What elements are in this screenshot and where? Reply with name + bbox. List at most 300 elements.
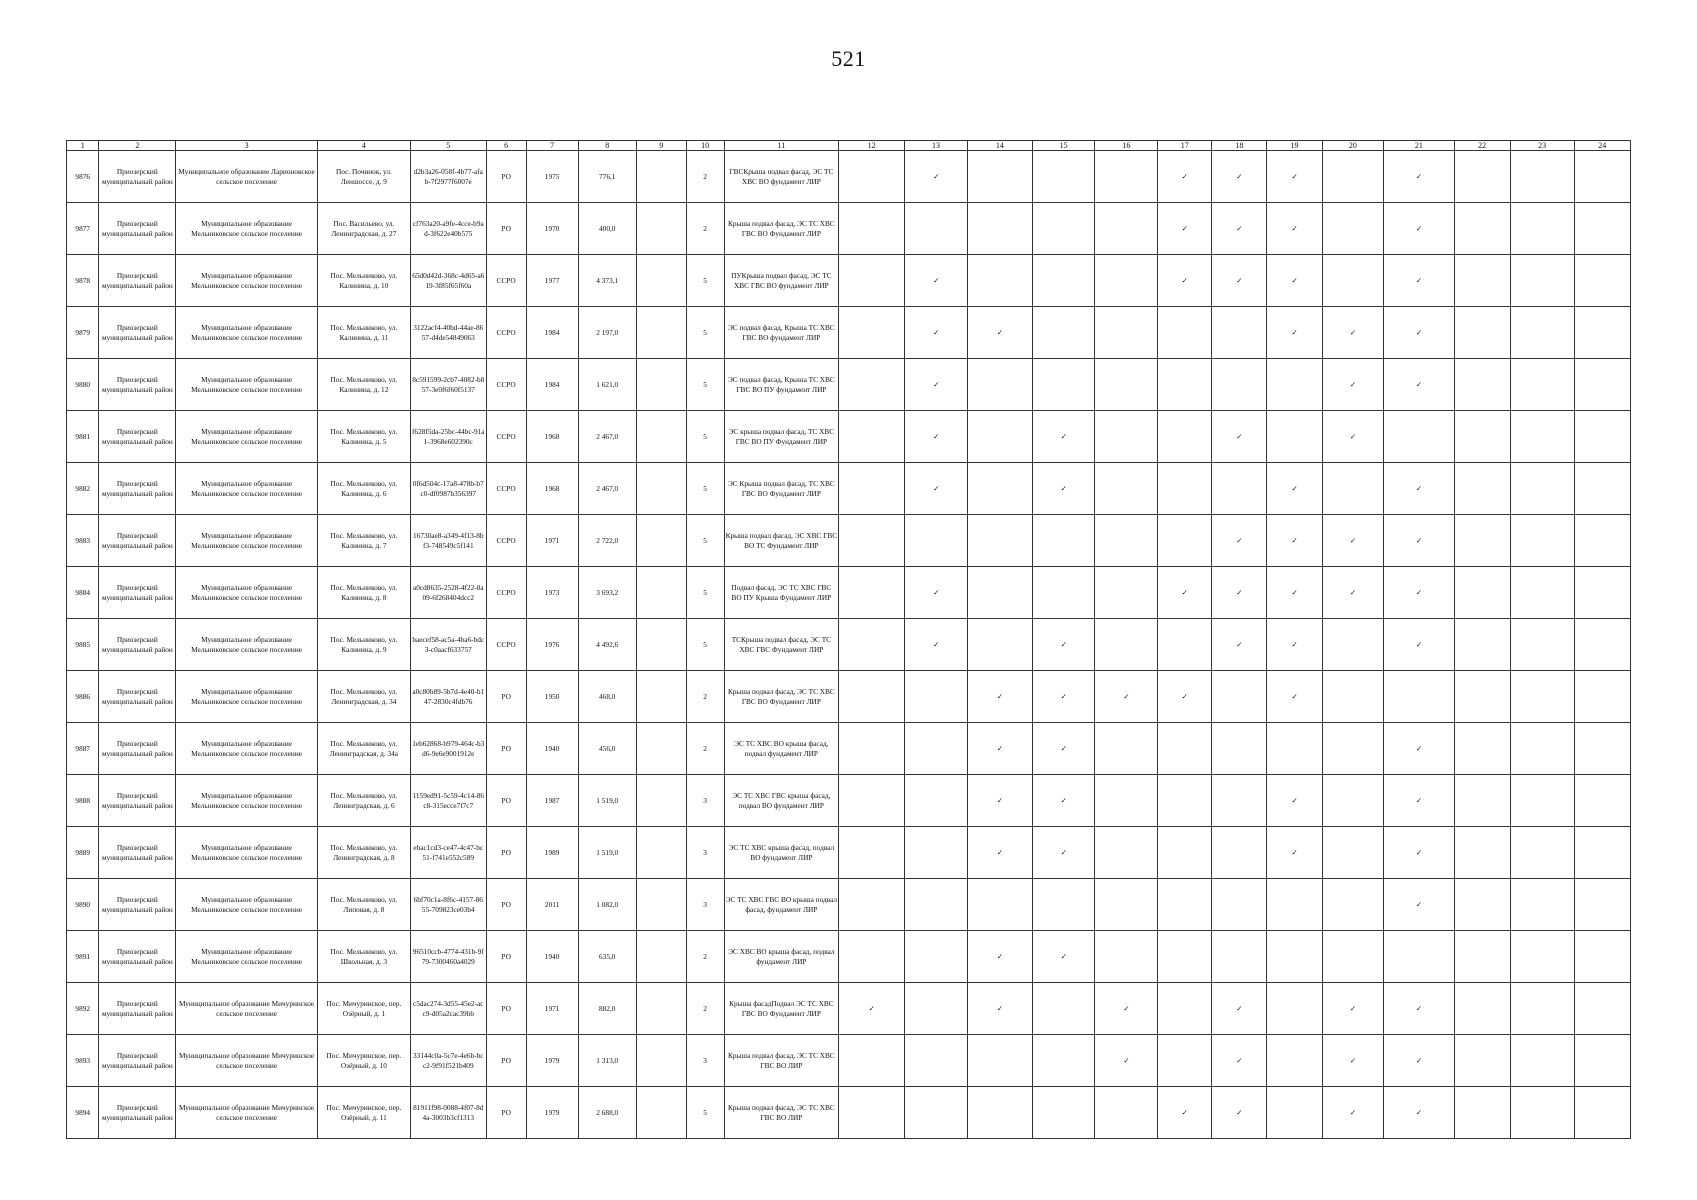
empty-cell — [1454, 619, 1510, 671]
check-mark-icon: ✓ — [1267, 255, 1322, 307]
address-cell: Пос. Мичуринское, пер. Озёрный, д. 10 — [317, 1035, 410, 1087]
empty-cell — [1574, 983, 1630, 1035]
check-mark-icon: ✓ — [967, 775, 1032, 827]
check-mark-icon: ✓ — [1384, 775, 1454, 827]
row-id-cell: 9878 — [67, 255, 99, 307]
empty-cell — [1158, 515, 1212, 567]
column-10-cell: 5 — [686, 1087, 724, 1139]
empty-cell — [1574, 1087, 1630, 1139]
column-10-cell: 5 — [686, 307, 724, 359]
district-cell: Приозерский муниципальный район — [99, 1087, 176, 1139]
area-cell: 1 519,0 — [578, 827, 636, 879]
empty-cell — [1095, 255, 1158, 307]
empty-cell — [839, 151, 905, 203]
build-year-cell: 1940 — [526, 931, 578, 983]
empty-cell — [1454, 775, 1510, 827]
check-mark-icon: ✓ — [1384, 359, 1454, 411]
check-mark-icon: ✓ — [905, 567, 968, 619]
empty-cell — [1032, 359, 1095, 411]
district-cell: Приозерский муниципальный район — [99, 567, 176, 619]
address-cell: Пос. Мельниково, ул. Калинина, д. 8 — [317, 567, 410, 619]
building-uuid-cell: 81911f98-0088-4f07-8d4a-3003b3cf1313 — [410, 1087, 486, 1139]
works-list-cell: ЭС ХВС ВО крыша фасад, подвал фундамент ЛИР — [724, 931, 839, 983]
empty-cell — [839, 1035, 905, 1087]
column-header-3: 3 — [176, 141, 318, 151]
municipality-cell: Муниципальное образование Мичуринское сельское поселение — [176, 1087, 318, 1139]
empty-cell — [1322, 723, 1384, 775]
district-cell: Приозерский муниципальный район — [99, 307, 176, 359]
check-mark-icon: ✓ — [1322, 359, 1384, 411]
column-10-cell: 5 — [686, 463, 724, 515]
check-mark-icon: ✓ — [1322, 411, 1384, 463]
column-10-cell: 5 — [686, 359, 724, 411]
column-9-cell — [636, 567, 686, 619]
column-header-24: 24 — [1574, 141, 1630, 151]
capital-repair-register-table — [66, 140, 1631, 1139]
empty-cell — [1032, 1087, 1095, 1139]
empty-cell — [1322, 775, 1384, 827]
row-id-cell: 9892 — [67, 983, 99, 1035]
empty-cell — [1032, 567, 1095, 619]
check-mark-icon: ✓ — [967, 671, 1032, 723]
empty-cell — [967, 879, 1032, 931]
empty-cell — [967, 463, 1032, 515]
address-cell: Пос. Починок, ул. Леншоссе, д. 9 — [317, 151, 410, 203]
column-header-5: 5 — [410, 141, 486, 151]
empty-cell — [1510, 255, 1574, 307]
empty-cell — [1212, 463, 1267, 515]
empty-cell — [1510, 151, 1574, 203]
empty-cell — [1574, 619, 1630, 671]
area-cell: 2 722,0 — [578, 515, 636, 567]
check-mark-icon: ✓ — [967, 827, 1032, 879]
column-header-10: 10 — [686, 141, 724, 151]
fund-form-cell: ССРО — [486, 619, 526, 671]
empty-cell — [1322, 931, 1384, 983]
building-uuid-cell: 16730ae8-a349-4f13-8bf3-748549c5f141 — [410, 515, 486, 567]
build-year-cell: 1977 — [526, 255, 578, 307]
column-9-cell — [636, 411, 686, 463]
area-cell: 1 082,0 — [578, 879, 636, 931]
empty-cell — [905, 879, 968, 931]
address-cell: Пос. Мельниково, ул. Калинина, д. 11 — [317, 307, 410, 359]
empty-cell — [1454, 827, 1510, 879]
empty-cell — [1212, 775, 1267, 827]
build-year-cell: 1968 — [526, 463, 578, 515]
empty-cell — [1510, 1035, 1574, 1087]
building-uuid-cell: 8c591599-2cb7-4082-b857-3e0f6f60f5137 — [410, 359, 486, 411]
empty-cell — [1574, 463, 1630, 515]
column-header-19: 19 — [1267, 141, 1322, 151]
check-mark-icon: ✓ — [1095, 1035, 1158, 1087]
table-row — [67, 1087, 1631, 1139]
check-mark-icon: ✓ — [905, 619, 968, 671]
address-cell: Пос. Мельниково, ул. Калинина, д. 7 — [317, 515, 410, 567]
build-year-cell: 1940 — [526, 723, 578, 775]
empty-cell — [967, 151, 1032, 203]
works-list-cell: ЭС ТС ХВС ГВС крыша фасад, подвал ВО фундамент ЛИР — [724, 775, 839, 827]
empty-cell — [1574, 359, 1630, 411]
municipality-cell: Муниципальное образование Мельниковское сельское поселение — [176, 619, 318, 671]
district-cell: Приозерский муниципальный район — [99, 255, 176, 307]
empty-cell — [1212, 827, 1267, 879]
table-row — [67, 359, 1631, 411]
row-id-cell: 9887 — [67, 723, 99, 775]
check-mark-icon: ✓ — [1384, 151, 1454, 203]
empty-cell — [1095, 411, 1158, 463]
column-9-cell — [636, 879, 686, 931]
area-cell: 1 621,0 — [578, 359, 636, 411]
check-mark-icon: ✓ — [1267, 515, 1322, 567]
empty-cell — [1158, 931, 1212, 983]
empty-cell — [1454, 203, 1510, 255]
check-mark-icon: ✓ — [1322, 1035, 1384, 1087]
empty-cell — [1384, 411, 1454, 463]
column-header-17: 17 — [1158, 141, 1212, 151]
fund-form-cell: РО — [486, 671, 526, 723]
column-9-cell — [636, 983, 686, 1035]
empty-cell — [1212, 723, 1267, 775]
fund-form-cell: РО — [486, 1035, 526, 1087]
column-10-cell: 5 — [686, 567, 724, 619]
check-mark-icon: ✓ — [1158, 1087, 1212, 1139]
empty-cell — [839, 1087, 905, 1139]
check-mark-icon: ✓ — [1158, 151, 1212, 203]
table-row — [67, 1035, 1631, 1087]
row-id-cell: 9879 — [67, 307, 99, 359]
empty-cell — [1510, 723, 1574, 775]
empty-cell — [1095, 827, 1158, 879]
municipality-cell: Муниципальное образование Мельниковское сельское поселение — [176, 203, 318, 255]
column-header-9: 9 — [636, 141, 686, 151]
empty-cell — [1454, 255, 1510, 307]
column-header-1: 1 — [67, 141, 99, 151]
district-cell: Приозерский муниципальный район — [99, 151, 176, 203]
check-mark-icon: ✓ — [1212, 983, 1267, 1035]
empty-cell — [1158, 983, 1212, 1035]
fund-form-cell: ССРО — [486, 255, 526, 307]
works-list-cell: ЭС подвал фасад, Крыша ТС ХВС ГВС ВО фундамент ЛИР — [724, 307, 839, 359]
empty-cell — [1212, 307, 1267, 359]
works-list-cell: ПУКрыша подвал фасад, ЭС ТС ХВС ГВС ВО фундамент ЛИР — [724, 255, 839, 307]
works-list-cell: ЭС ТС ХВС ГВС ВО крыша подвал фасад, фундамент ЛИР — [724, 879, 839, 931]
empty-cell — [839, 827, 905, 879]
empty-cell — [1454, 931, 1510, 983]
empty-cell — [1158, 619, 1212, 671]
empty-cell — [1158, 1035, 1212, 1087]
empty-cell — [1158, 463, 1212, 515]
row-id-cell: 9881 — [67, 411, 99, 463]
empty-cell — [1574, 255, 1630, 307]
empty-cell — [905, 827, 968, 879]
column-9-cell — [636, 619, 686, 671]
empty-cell — [1322, 619, 1384, 671]
empty-cell — [1158, 723, 1212, 775]
works-list-cell: ЭС крыша подвал фасад, ТС ХВС ГВС ВО ПУ Фундамент ЛИР — [724, 411, 839, 463]
empty-cell — [839, 879, 905, 931]
empty-cell — [905, 671, 968, 723]
empty-cell — [839, 515, 905, 567]
works-list-cell: Крыша подвал фасад, ЭС ТС ХВС ГВС ВО ЛИР — [724, 1087, 839, 1139]
build-year-cell: 1976 — [526, 619, 578, 671]
empty-cell — [1510, 619, 1574, 671]
area-cell: 3 693,2 — [578, 567, 636, 619]
column-10-cell: 3 — [686, 1035, 724, 1087]
check-mark-icon: ✓ — [1212, 1035, 1267, 1087]
check-mark-icon: ✓ — [1158, 255, 1212, 307]
district-cell: Приозерский муниципальный район — [99, 671, 176, 723]
check-mark-icon: ✓ — [1212, 567, 1267, 619]
empty-cell — [1322, 879, 1384, 931]
empty-cell — [1267, 983, 1322, 1035]
empty-cell — [1158, 307, 1212, 359]
table-row — [67, 723, 1631, 775]
build-year-cell: 1989 — [526, 827, 578, 879]
area-cell: 776,1 — [578, 151, 636, 203]
empty-cell — [1454, 1087, 1510, 1139]
district-cell: Приозерский муниципальный район — [99, 931, 176, 983]
table-row — [67, 671, 1631, 723]
building-uuid-cell: a0cd8635-2528-4f22-8a09-6f268404dcc2 — [410, 567, 486, 619]
building-uuid-cell: 3122acf4-40bd-44ae-8657-d4de54849063 — [410, 307, 486, 359]
empty-cell — [1095, 359, 1158, 411]
works-list-cell: ЭС ТС ХВС ВО крыша фасад, подвал фундамент ЛИР — [724, 723, 839, 775]
empty-cell — [1510, 775, 1574, 827]
row-id-cell: 9893 — [67, 1035, 99, 1087]
column-header-15: 15 — [1032, 141, 1095, 151]
check-mark-icon: ✓ — [1384, 879, 1454, 931]
municipality-cell: Муниципальное образование Мельниковское сельское поселение — [176, 775, 318, 827]
empty-cell — [839, 463, 905, 515]
check-mark-icon: ✓ — [1032, 411, 1095, 463]
empty-cell — [1158, 879, 1212, 931]
empty-cell — [1574, 931, 1630, 983]
works-list-cell: ГВСКрыша подвал фасад, ЭС ТС ХВС ВО фундамент ЛИР — [724, 151, 839, 203]
empty-cell — [839, 567, 905, 619]
check-mark-icon: ✓ — [1212, 1087, 1267, 1139]
empty-cell — [1454, 411, 1510, 463]
empty-cell — [1095, 203, 1158, 255]
empty-cell — [1574, 567, 1630, 619]
municipality-cell: Муниципальное образование Мельниковское сельское поселение — [176, 359, 318, 411]
building-uuid-cell: 6bf70c1a-8f6c-4157-8655-709823ce03b4 — [410, 879, 486, 931]
check-mark-icon: ✓ — [1384, 723, 1454, 775]
column-number-header-row — [67, 141, 1631, 151]
check-mark-icon: ✓ — [839, 983, 905, 1035]
address-cell: Пос. Мельниково, ул. Школьная, д. 3 — [317, 931, 410, 983]
column-10-cell: 3 — [686, 775, 724, 827]
district-cell: Приозерский муниципальный район — [99, 879, 176, 931]
column-10-cell: 2 — [686, 671, 724, 723]
build-year-cell: 1968 — [526, 411, 578, 463]
municipality-cell: Муниципальное образование Ларионовское сельское поселение — [176, 151, 318, 203]
check-mark-icon: ✓ — [1384, 255, 1454, 307]
empty-cell — [967, 515, 1032, 567]
column-header-16: 16 — [1095, 141, 1158, 151]
empty-cell — [1510, 827, 1574, 879]
empty-cell — [1574, 411, 1630, 463]
empty-cell — [1032, 151, 1095, 203]
empty-cell — [1032, 1035, 1095, 1087]
municipality-cell: Муниципальное образование Мельниковское сельское поселение — [176, 827, 318, 879]
empty-cell — [1510, 463, 1574, 515]
column-9-cell — [636, 671, 686, 723]
table-row — [67, 515, 1631, 567]
empty-cell — [1322, 255, 1384, 307]
table-row — [67, 307, 1631, 359]
fund-form-cell: РО — [486, 1087, 526, 1139]
table-row — [67, 983, 1631, 1035]
empty-cell — [1267, 359, 1322, 411]
empty-cell — [1267, 411, 1322, 463]
empty-cell — [1095, 619, 1158, 671]
district-cell: Приозерский муниципальный район — [99, 723, 176, 775]
table-row — [67, 879, 1631, 931]
check-mark-icon: ✓ — [1322, 1087, 1384, 1139]
address-cell: Пос. Мельниково, ул. Ленинградская, д. 6 — [317, 775, 410, 827]
empty-cell — [1574, 671, 1630, 723]
check-mark-icon: ✓ — [1212, 255, 1267, 307]
district-cell: Приозерский муниципальный район — [99, 203, 176, 255]
column-10-cell: 5 — [686, 619, 724, 671]
empty-cell — [1510, 515, 1574, 567]
check-mark-icon: ✓ — [905, 255, 968, 307]
empty-cell — [1032, 879, 1095, 931]
check-mark-icon: ✓ — [1212, 151, 1267, 203]
works-list-cell: ЭС ТС ХВС крыша фасад, подвал ВО фундамент ЛИР — [724, 827, 839, 879]
empty-cell — [1510, 1087, 1574, 1139]
column-header-4: 4 — [317, 141, 410, 151]
address-cell: Пос. Мельниково, ул. Калинина, д. 9 — [317, 619, 410, 671]
empty-cell — [905, 775, 968, 827]
empty-cell — [1454, 567, 1510, 619]
empty-cell — [1095, 931, 1158, 983]
fund-form-cell: ССРО — [486, 567, 526, 619]
area-cell: 2 467,0 — [578, 463, 636, 515]
empty-cell — [839, 723, 905, 775]
empty-cell — [1454, 671, 1510, 723]
building-uuid-cell: a0c80b89-5b7d-4e40-b147-2830c4fdb76 — [410, 671, 486, 723]
empty-cell — [905, 203, 968, 255]
empty-cell — [1454, 151, 1510, 203]
column-header-20: 20 — [1322, 141, 1384, 151]
build-year-cell: 1975 — [526, 151, 578, 203]
empty-cell — [1454, 983, 1510, 1035]
table-row — [67, 203, 1631, 255]
column-9-cell — [636, 255, 686, 307]
column-header-8: 8 — [578, 141, 636, 151]
check-mark-icon: ✓ — [967, 307, 1032, 359]
column-header-18: 18 — [1212, 141, 1267, 151]
row-id-cell: 9883 — [67, 515, 99, 567]
district-cell: Приозерский муниципальный район — [99, 619, 176, 671]
empty-cell — [1095, 515, 1158, 567]
works-list-cell: ЭС подвал фасад, Крыша ТС ХВС ГВС ВО ПУ фундамент ЛИР — [724, 359, 839, 411]
column-9-cell — [636, 151, 686, 203]
check-mark-icon: ✓ — [905, 151, 968, 203]
empty-cell — [1384, 931, 1454, 983]
build-year-cell: 1984 — [526, 359, 578, 411]
empty-cell — [1510, 411, 1574, 463]
empty-cell — [1574, 879, 1630, 931]
works-list-cell: ЭС Крыша подвал фасад, ТС ХВС ГВС ВО Фундамент ЛИР — [724, 463, 839, 515]
empty-cell — [967, 411, 1032, 463]
empty-cell — [905, 515, 968, 567]
district-cell: Приозерский муниципальный район — [99, 359, 176, 411]
page-number: 521 — [831, 46, 866, 71]
empty-cell — [905, 1087, 968, 1139]
check-mark-icon: ✓ — [1384, 1087, 1454, 1139]
fund-form-cell: РО — [486, 983, 526, 1035]
empty-cell — [1158, 411, 1212, 463]
empty-cell — [1095, 879, 1158, 931]
check-mark-icon: ✓ — [1384, 307, 1454, 359]
works-list-cell: Крыша подвал фасад, ЭС ТС ХВС ГВС ВО Фундамент ЛИР — [724, 671, 839, 723]
column-header-2: 2 — [99, 141, 176, 151]
municipality-cell: Муниципальное образование Мичуринское сельское поселение — [176, 983, 318, 1035]
empty-cell — [1095, 463, 1158, 515]
row-id-cell: 9877 — [67, 203, 99, 255]
empty-cell — [1454, 463, 1510, 515]
empty-cell — [1574, 723, 1630, 775]
build-year-cell: 1979 — [526, 1035, 578, 1087]
empty-cell — [1158, 827, 1212, 879]
municipality-cell: Муниципальное образование Мельниковское сельское поселение — [176, 879, 318, 931]
address-cell: Пос. Мельниково, ул. Калинина, д. 5 — [317, 411, 410, 463]
check-mark-icon: ✓ — [1267, 775, 1322, 827]
empty-cell — [1322, 463, 1384, 515]
column-9-cell — [636, 723, 686, 775]
empty-cell — [967, 567, 1032, 619]
district-cell: Приозерский муниципальный район — [99, 411, 176, 463]
empty-cell — [839, 619, 905, 671]
check-mark-icon: ✓ — [1384, 1035, 1454, 1087]
check-mark-icon: ✓ — [1267, 619, 1322, 671]
works-list-cell: Крыша подвал фасад, ЭС ХВС ГВС ВО ТС Фундамент ЛИР — [724, 515, 839, 567]
check-mark-icon: ✓ — [1267, 567, 1322, 619]
building-uuid-cell: 1eb62868-b979-464c-b3d6-9e6e9001912e — [410, 723, 486, 775]
works-list-cell: Крыша фасадПодвал ЭС ТС ХВС ГВС ВО Фундамент ЛИР — [724, 983, 839, 1035]
empty-cell — [1158, 359, 1212, 411]
empty-cell — [1032, 307, 1095, 359]
check-mark-icon: ✓ — [1267, 827, 1322, 879]
empty-cell — [1454, 307, 1510, 359]
district-cell: Приозерский муниципальный район — [99, 463, 176, 515]
municipality-cell: Муниципальное образование Мельниковское сельское поселение — [176, 411, 318, 463]
empty-cell — [1267, 931, 1322, 983]
row-id-cell: 9894 — [67, 1087, 99, 1139]
check-mark-icon: ✓ — [1322, 515, 1384, 567]
table-row — [67, 151, 1631, 203]
empty-cell — [1095, 567, 1158, 619]
municipality-cell: Муниципальное образование Мельниковское сельское поселение — [176, 255, 318, 307]
address-cell: Пос. Мельниково, ул. Калинина, д. 10 — [317, 255, 410, 307]
row-id-cell: 9886 — [67, 671, 99, 723]
empty-cell — [1574, 203, 1630, 255]
empty-cell — [1574, 515, 1630, 567]
row-id-cell: 9880 — [67, 359, 99, 411]
check-mark-icon: ✓ — [1095, 983, 1158, 1035]
area-cell: 4 492,6 — [578, 619, 636, 671]
empty-cell — [1032, 515, 1095, 567]
column-9-cell — [636, 463, 686, 515]
area-cell: 635,0 — [578, 931, 636, 983]
check-mark-icon: ✓ — [1322, 307, 1384, 359]
empty-cell — [1454, 515, 1510, 567]
building-uuid-cell: 33144c0a-5c7e-4e6b-bcc2-9f91f521b409 — [410, 1035, 486, 1087]
building-uuid-cell: ebac1cd3-ce47-4c47-bc51-f741e552c589 — [410, 827, 486, 879]
empty-cell — [839, 931, 905, 983]
